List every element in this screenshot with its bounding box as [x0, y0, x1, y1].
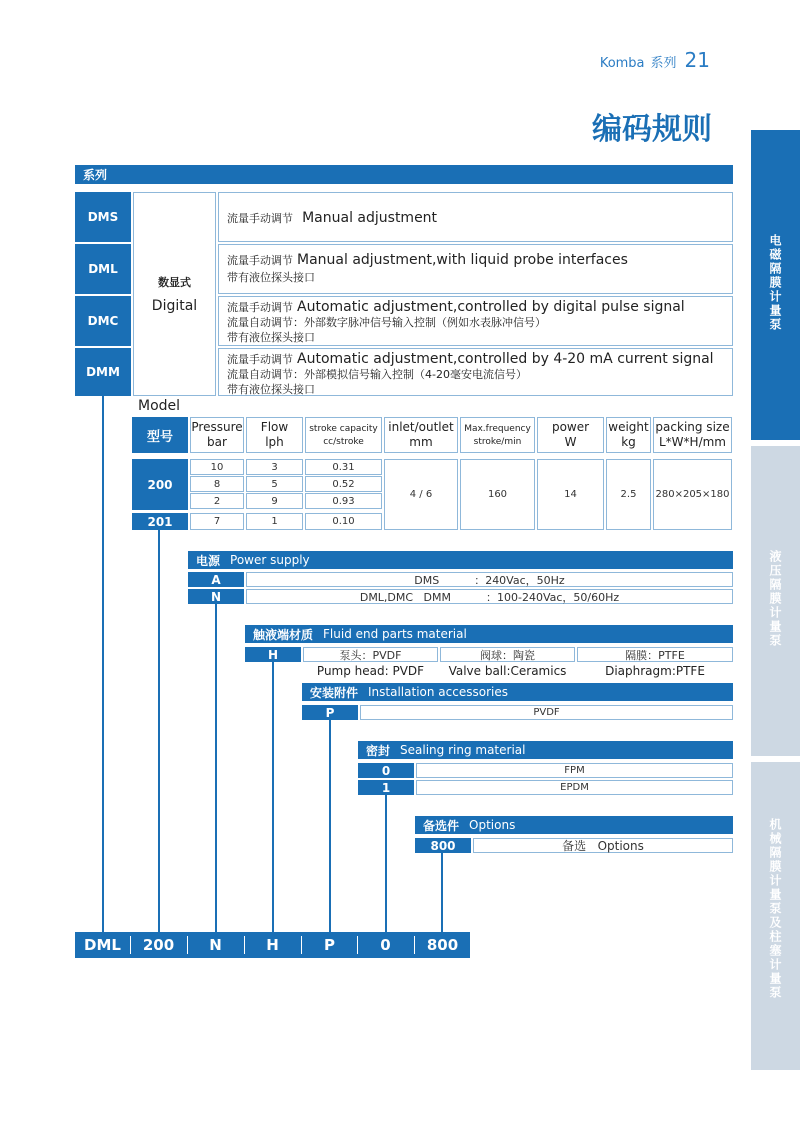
power-code-a: A [188, 572, 244, 587]
code-separator [414, 936, 415, 954]
model-code-200: 200 [132, 459, 188, 510]
stroke-cell: 0.10 [305, 513, 382, 530]
model-header: 型号 [132, 417, 188, 453]
flow-cell: 3 [246, 459, 303, 475]
col-packing-header: packing size L*W*H/mm [653, 417, 732, 453]
inlet-cell: 4 / 6 [384, 459, 458, 530]
example-code-install: P [324, 936, 335, 954]
model-code-201: 201 [132, 513, 188, 530]
installation-desc: PVDF [360, 705, 733, 720]
connector-line-install [329, 720, 331, 932]
col-stroke-header: stroke capacity cc/stroke [305, 417, 382, 453]
pressure-cell: 10 [190, 459, 244, 475]
power-desc-n: DML,DMC DMM ：100-240Vac，50/60Hz [246, 589, 733, 604]
sealing-desc-fpm: FPM [416, 763, 733, 778]
series-code-dml: DML [75, 244, 131, 294]
stroke-cell: 0.31 [305, 459, 382, 475]
side-tab-solenoid[interactable]: 电磁隔膜计量泵 [751, 130, 800, 440]
series-label: 系列 [650, 56, 677, 71]
code-separator [130, 936, 131, 954]
page-title: 编码规则 [592, 112, 712, 147]
fluid-code-h: H [245, 647, 301, 662]
col-pressure-header: Pressure bar [190, 417, 244, 453]
weight-cell: 2.5 [606, 459, 651, 530]
brand-name: Komba [599, 56, 645, 71]
flow-cell: 5 [246, 476, 303, 492]
col-inlet-header: inlet/outlet mm [384, 417, 458, 453]
col-weight-header: weight kg [606, 417, 651, 453]
flow-cell: 1 [246, 513, 303, 530]
example-code-options: 800 [426, 936, 459, 954]
series-desc-dms: 流量手动调节 Manual adjustment [218, 192, 733, 242]
col-frequency-header: Max.frequency stroke/min [460, 417, 535, 453]
code-separator [187, 936, 188, 954]
fluid-part-cn: 隔膜：PTFE [577, 647, 733, 662]
series-desc-dmc: 流量手动调节 Automatic adjustment,controlled by digital pulse signal 流量自动调节：外部数字脉冲信号输入控制（例如水表脉冲信号） 带有液位探头接口 [218, 296, 733, 346]
pressure-cell: 8 [190, 476, 244, 492]
fluid-part-cn: 泵头：PVDF [303, 647, 438, 662]
connector-line-series [102, 396, 104, 932]
side-tab-mechanical[interactable]: 机械隔膜计量泵及柱塞计量泵 [751, 762, 800, 1070]
fluid-part-en: Pump head: PVDF [316, 664, 425, 678]
example-code-fluid: H [266, 936, 279, 954]
connector-line-power [215, 604, 217, 932]
power-cell: 14 [537, 459, 604, 530]
side-tab-hydraulic[interactable]: 液压隔膜计量泵 [751, 446, 800, 756]
power-desc-a: DMS ：240Vac，50Hz [246, 572, 733, 587]
power-supply-bar: 电源 Power supply [188, 551, 733, 569]
series-desc-dml: 流量手动调节 Manual adjustment,with liquid probe interfaces 带有液位探头接口 [218, 244, 733, 294]
model-title: Model [138, 398, 181, 414]
example-code-series: DML [84, 936, 121, 954]
frequency-cell: 160 [460, 459, 535, 530]
example-code-sealing: 0 [380, 936, 391, 954]
flow-cell: 9 [246, 493, 303, 509]
fluid-end-bar: 触液端材质 Fluid end parts material [245, 625, 733, 643]
col-power-header: power W [537, 417, 604, 453]
installation-code-p: P [302, 705, 358, 720]
pressure-cell: 2 [190, 493, 244, 509]
stroke-cell: 0.93 [305, 493, 382, 509]
code-separator [244, 936, 245, 954]
sealing-code-0: 0 [358, 763, 414, 778]
series-code-dms: DMS [75, 192, 131, 242]
example-code-power: N [209, 936, 222, 954]
options-code-800: 800 [415, 838, 471, 853]
sealing-bar: 密封 Sealing ring material [358, 741, 733, 759]
connector-line-options [441, 853, 443, 932]
series-section-label: 系列 [83, 168, 108, 182]
series-code-dmc: DMC [75, 296, 131, 346]
page-header [560, 48, 710, 72]
connector-line-sealing [385, 795, 387, 932]
col-flow-header: Flow lph [246, 417, 303, 453]
category-en: Digital [151, 298, 198, 314]
options-bar: 备选件 Options [415, 816, 733, 834]
category-box [133, 192, 216, 396]
options-desc: 备选 Options [473, 838, 733, 853]
category-cn: 数显式 [158, 276, 191, 289]
code-separator [301, 936, 302, 954]
example-code-model: 200 [142, 936, 175, 954]
series-section-bar [75, 165, 733, 184]
fluid-part-en: Valve ball:Ceramics [448, 664, 567, 678]
sealing-code-1: 1 [358, 780, 414, 795]
connector-line-model [158, 530, 160, 932]
packing-cell: 280×205×180 [653, 459, 732, 530]
installation-bar: 安装附件 Installation accessories [302, 683, 733, 701]
page-number: 21 [684, 48, 710, 72]
series-desc-dmm: 流量手动调节 Automatic adjustment,controlled by 4-20 mA current signal 流量自动调节：外部模拟信号输入控制（4-20毫安电流信号） 带有液位探头接口 [218, 348, 733, 396]
series-code-dmm: DMM [75, 348, 131, 396]
power-code-n: N [188, 589, 244, 604]
sealing-desc-epdm: EPDM [416, 780, 733, 795]
connector-line-fluid [272, 662, 274, 932]
stroke-cell: 0.52 [305, 476, 382, 492]
pressure-cell: 7 [190, 513, 244, 530]
fluid-part-cn: 阀球：陶瓷 [440, 647, 575, 662]
fluid-part-en: Diaphragm:PTFE [605, 664, 705, 678]
code-separator [357, 936, 358, 954]
